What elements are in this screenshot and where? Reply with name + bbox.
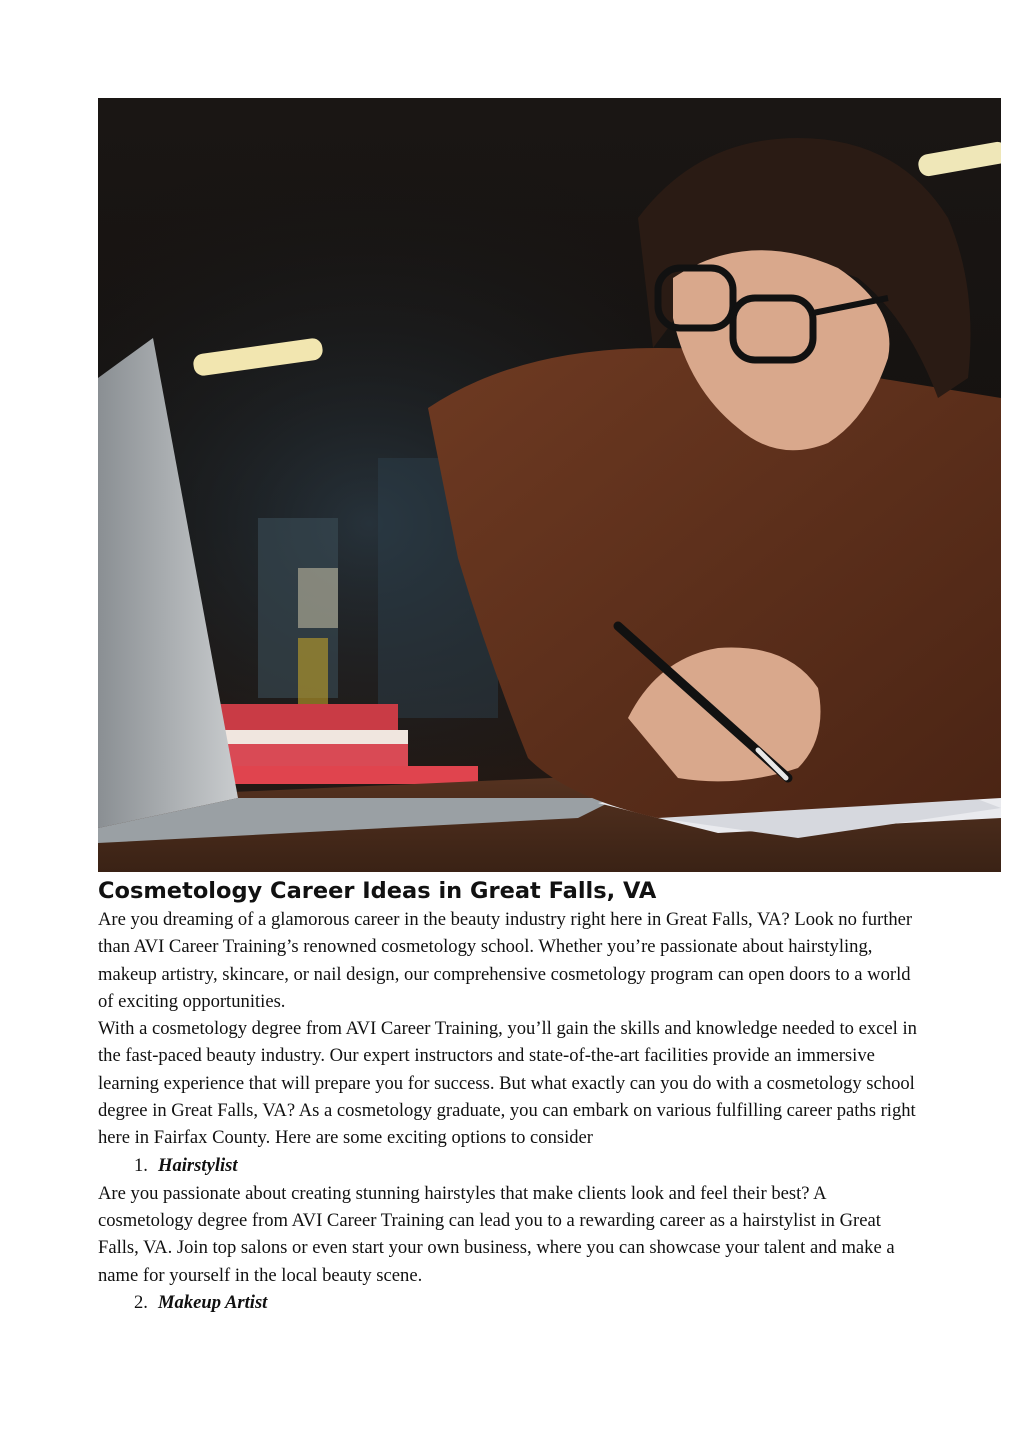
intro-paragraph: Are you dreaming of a glamorous career in the beauty industry right here in Great Falls, VA? Look no further than AVI Career Training’s renowned cosmetology school. Whether you’re passionate about hairstyling, makeup artistry, skincare, or nail design, our comprehensive cosmetology program can open doors to a world of exciting opportunities.: [98, 909, 913, 1012]
career-description: Are you passionate about creating stunning hairstyles that make clients look and feel their best? A cosmetology degree from AVI Career Training can lead you to a rewarding career as a hairstylist in Great Falls, VA. Join top salons or even start your own business, where you can showcase your talent and make a name for yourself in the local beauty scene.: [98, 1182, 895, 1286]
list-number: 1.: [134, 1154, 148, 1176]
career-list: [98, 1152, 1002, 1180]
career-title: Makeup Artist: [158, 1291, 268, 1313]
list-number: 2.: [134, 1291, 148, 1313]
career-list: [98, 1289, 1002, 1317]
career-item-makeup-artist: [98, 1289, 1002, 1317]
student-writing-at-laptop-photo: [98, 98, 1001, 872]
hero-image: [98, 98, 1001, 872]
career-item-hairstylist: [98, 1152, 1002, 1180]
article-title: Cosmetology Career Ideas in Great Falls, VA: [98, 878, 657, 904]
intro-paragraph: With a cosmetology degree from AVI Career Training, you’ll gain the skills and knowledge needed to excel in the fast-paced beauty industry. Our expert instructors and state-of-the-art facilities provide an immersive learning experience that will prepare you for success. But what exactly can you do with a cosmetology school degree in Great Falls, VA? As a cosmetology graduate, you can embark on various fulfilling career paths right here in Fairfax County. Here are some exciting options to consider: [98, 1018, 917, 1149]
document-page: [98, 98, 1002, 1317]
career-title: Hairstylist: [158, 1154, 238, 1176]
